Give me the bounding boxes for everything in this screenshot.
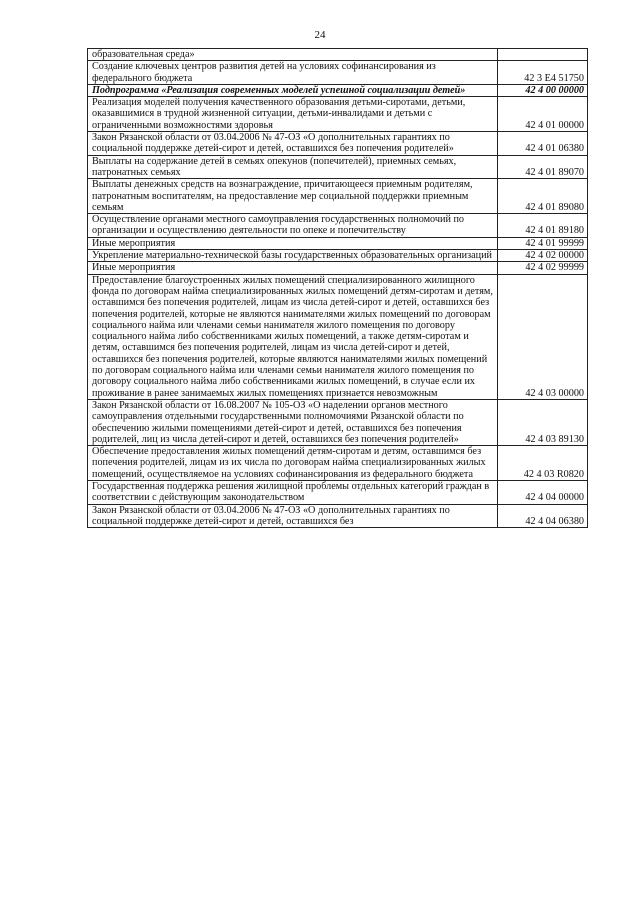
table-row [88, 399, 588, 445]
row-code-cell: 42 4 04 00000 [498, 480, 588, 504]
row-name-cell: Выплаты на содержание детей в семьях опекунов (попечителей), приемных семьях, патронатных семьях [88, 155, 498, 179]
page-number: 24 [314, 29, 326, 41]
table-row [88, 446, 588, 481]
row-code-cell: 42 4 03 00000 [498, 274, 588, 399]
row-code-cell: 42 4 02 99999 [498, 262, 588, 274]
table-row [88, 61, 588, 85]
row-name-cell: Закон Рязанской области от 03.04.2006 № 47-ОЗ «О дополнительных гарантиях по социальной поддержке детей-сирот и детей, оставшихся без попечения родителей» [88, 132, 498, 156]
table-body [88, 49, 588, 528]
table-row [88, 155, 588, 179]
row-name-cell: Иные мероприятия [88, 262, 498, 274]
table-row [88, 480, 588, 504]
row-code-cell: 42 4 04 06380 [498, 504, 588, 528]
row-name-cell: Осуществление органами местного самоуправления государственных полномочий по организации и осуществлению деятельности по опеке и попечительству [88, 214, 498, 238]
row-code-cell: 42 4 02 00000 [498, 250, 588, 262]
row-name-cell: Выплаты денежных средств на вознаграждение, причитающееся приемным родителям, патронатным воспитателям, на предоставление мер социальной поддержки приемным семьям [88, 179, 498, 214]
table-row [88, 97, 588, 132]
row-name-cell: Закон Рязанской области от 03.04.2006 № 47-ОЗ «О дополнительных гарантиях по социальной поддержке детей-сирот и детей, оставшихся без [88, 504, 498, 528]
row-name-cell: Предоставление благоустроенных жилых помещений специализированного жилищного фонда по договорам найма специализированных жилых помещений детям-сиротам и детям, оставшимся без попечения родителей, лицам из числа детей-сирот и детей, оставшихся без попечения родителей, которые не являются нанимателями жилых помещений по договорам социального найма или членами семьи нанимателя жилого помещения по договору социального найма либо собственниками жилых помещений, а также детям-сиротам и детям, оставшимся без попечения родителей, лицам из числа детей-сирот и детей, оставшихся без попечения родителей, которые являются нанимателями жилых помещений по договорам социального найма или членами семьи нанимателя жилого помещения по договору социального найма либо собственниками жилых помещений, в случае если их проживание в ранее занимаемых жилых помещениях признается невозможным [88, 274, 498, 399]
row-name-cell: Реализация моделей получения качественного образования детьми-сиротами, детьми, оказавшимися в трудной жизненной ситуации, детьми-инвалидами и детьми с ограниченными возможностями здоровья [88, 97, 498, 132]
row-code-cell: 42 3 Е4 51750 [498, 61, 588, 85]
row-name-cell: Закон Рязанской области от 16.08.2007 № 105-ОЗ «О наделении органов местного самоуправления отдельными государственными полномочиями Рязанской области по обеспечению жилыми помещениями детей-сирот и детей, оставшихся без попечения родителей, лиц из числа детей-сирот и детей, оставшихся без попечения родителей» [88, 399, 498, 445]
row-code-cell: 42 4 03 89130 [498, 399, 588, 445]
row-name-cell: Государственная поддержка решения жилищной проблемы отдельных категорий граждан в соответствии с действующим законодательством [88, 480, 498, 504]
row-code-cell: 42 4 01 06380 [498, 132, 588, 156]
table-row [88, 250, 588, 262]
row-code-cell: 42 4 01 00000 [498, 97, 588, 132]
table-row [88, 132, 588, 156]
row-code-cell [498, 49, 588, 61]
row-name-cell: Обеспечение предоставления жилых помещений детям-сиротам и детям, оставшимся без попечения родителей, лицам из их числа по договорам найма специализированных жилых помещений, осуществляемое на условиях софинансирования из федерального бюджета [88, 446, 498, 481]
row-code-cell: 42 4 01 89080 [498, 179, 588, 214]
table-row [88, 84, 588, 96]
budget-classification-table [87, 48, 588, 528]
table-row [88, 179, 588, 214]
row-code-cell: 42 4 03 R0820 [498, 446, 588, 481]
row-name-cell: Подпрограмма «Реализация современных моделей успешной социализации детей» [88, 84, 498, 96]
table-row [88, 504, 588, 528]
table-row [88, 262, 588, 274]
table-row [88, 214, 588, 238]
row-name-cell: Укрепление материально-технической базы государственных образовательных организаций [88, 250, 498, 262]
table-row [88, 274, 588, 399]
row-name-cell: Иные мероприятия [88, 237, 498, 249]
row-code-cell: 42 4 01 89070 [498, 155, 588, 179]
row-code-cell: 42 4 00 00000 [498, 84, 588, 96]
row-name-cell: образовательная среда» [88, 49, 498, 61]
row-code-cell: 42 4 01 99999 [498, 237, 588, 249]
table-row [88, 49, 588, 61]
row-name-cell: Создание ключевых центров развития детей на условиях софинансирования из федерального бюджета [88, 61, 498, 85]
row-code-cell: 42 4 01 89180 [498, 214, 588, 238]
table-row [88, 237, 588, 249]
